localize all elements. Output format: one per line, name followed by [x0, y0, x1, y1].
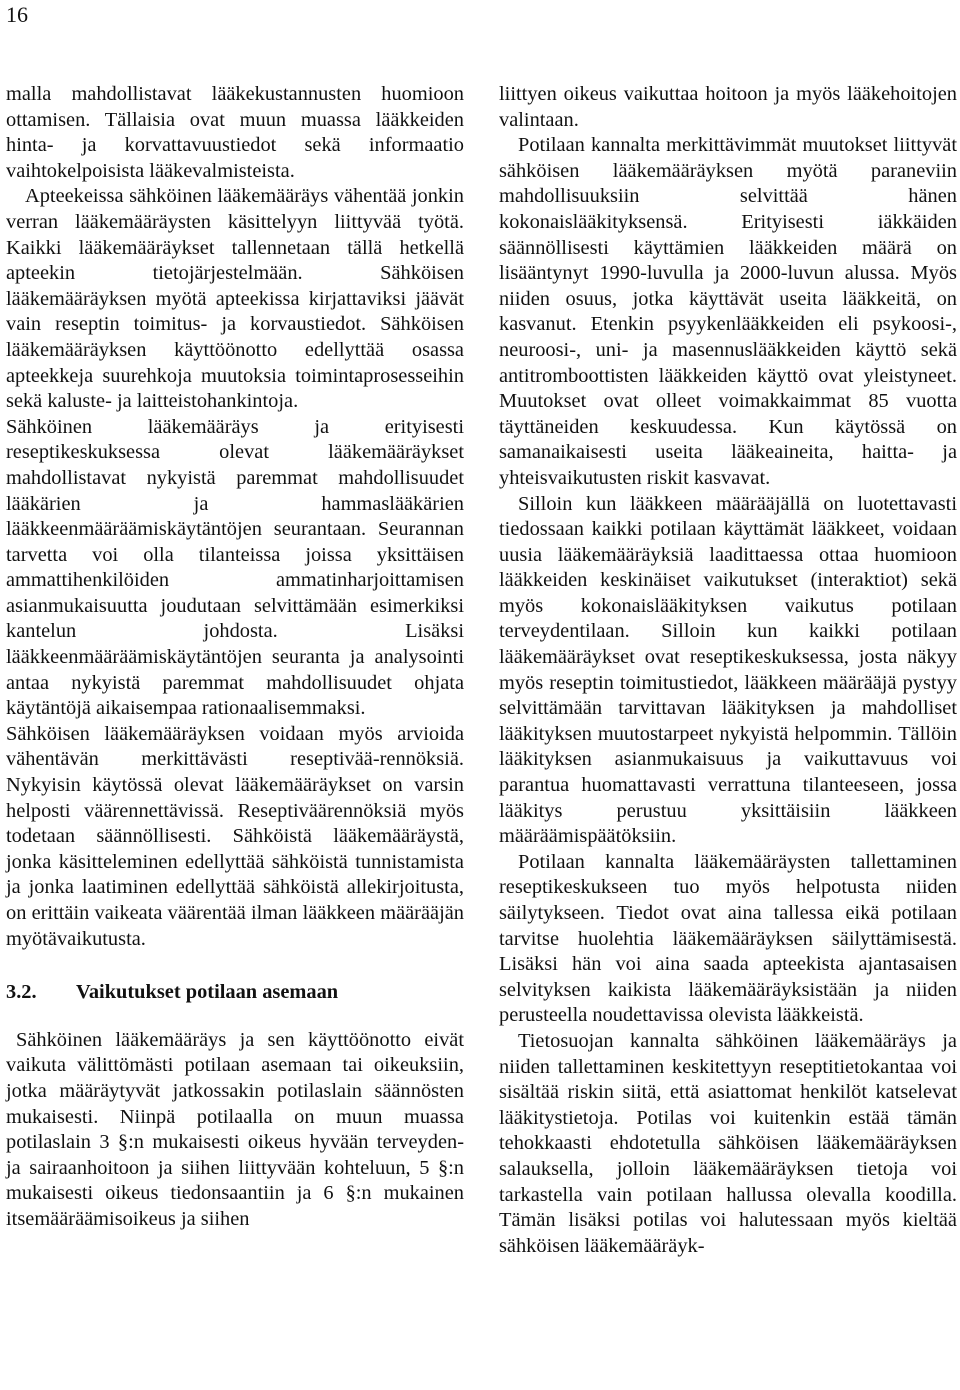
paragraph: Potilaan kannalta merkittävimmät muutokset liittyvät sähköisen lääkemääräyksen myötä paraneviin mahdollisuuksiin selvittää hänen kokonaislääkityksensä. Erityisesti iäkkäiden säännöllisesti käyttämien lääkkeiden määrä on lisääntynyt 1990-luvulla ja 2000-luvun alussa. Myös niiden osuus, jotka käyttävät useita lääkkeitä, on kasvanut. Etenkin psyykenlääkkeiden eli psykoosi-, neuroosi-, uni- ja masennuslääkkeiden käyttö sekä antitromboottisten lääkkeiden käyttö ovat yleistyneet. Muutokset ovat olleet voimakkaimmat 85 vuotta täyttäneiden keskuudessa. Kun käytössä on samanaikaisesti useita lääkeaineita, haitta- ja yhteisvaikutusten riskit kasvavat. — [499, 134, 957, 489]
paragraph: malla mahdollistavat lääkekustannusten huomioon ottamisen. Tällaisia ovat muun muassa lääkkeiden hinta- ja korvattavuustiedot sekä informaatio vaihtokelpoisista lääkevalmisteista. — [6, 83, 464, 182]
paragraph: Sähköisen lääkemääräyksen voidaan myös arvioida vähentävän merkittävästi reseptivää-rennöksiä. Nykyisin käytössä olevat lääkemääräykset on varsin helposti väärennettävissä. Reseptiväärennöksiä myös todetaan säännöllisesti. Sähköistä lääkemääräystä, jonka käsitteleminen edellyttää sähköistä tunnistamista ja jonka laatiminen edellyttää sähköistä allekirjoitusta, on erittäin vaikeata väärentää ilman lääkkeen määrääjän myötävaikutusta. — [6, 722, 464, 950]
paragraph: Potilaan kannalta lääkemääräysten tallettaminen reseptikeskukseen tuo myös helpotusta niiden säilytykseen. Tiedot ovat aina tallessa eikä potilaan tarvitse huolehtia lääkemääräyksen säilyttämisestä. Lisäksi hän voi aina saada apteekista ajantasaisen selvityksen kaikista lääkemääräyksistään ja niiden perusteella noudettavissa olevista lääkkeistä. — [499, 850, 957, 1027]
paragraph: Sähköinen lääkemääräys ja sen käyttöönotto eivät vaikuta välittömästi potilaan asemaan tai oikeuksiin, jotka määräytyvät jatkossakin potilaslain säännösten mukaisesti. Niinpä potilaalla on muun muassa potilaslain 3 §:n mukaisesti oikeus hyvään terveyden- ja sairaanhoitoon ja siihen liittyvään kohteluun, 5 §:n mukaisesti oikeus tiedonsaantiin ja 6 §:n mukainen itsemääräämisoikeus ja siihen — [6, 1028, 464, 1230]
section-heading — [6, 980, 464, 1006]
paragraph: Apteekeissa sähköinen lääkemääräys vähentää jonkin verran lääkemääräysten käsittelyyn liittyvää työtä. Kaikki lääkemääräykset tallennetaan tällä hetkellä apteekin tietojärjestelmään. Sähköisen lääkemääräyksen myötä apteekissa kirjattaviksi jäävät vain reseptin toimitus- ja korvaustiedot. Sähköisen lääkemääräyksen käyttöönotto edellyttää osassa apteekkeja suurehkoja muutoksia toimintaprosesseihin sekä kaluste- ja laitteistohankintoja. — [6, 185, 464, 413]
section-number: 3.2. — [6, 981, 37, 1004]
page-number: 16 — [6, 2, 28, 27]
paragraph: Sähköinen lääkemääräys ja erityisesti reseptikeskuksessa olevat lääkemääräykset mahdollistavat nykyistä paremmat mahdollisuudet lääkärien ja hammaslääkärien lääkkeenmääräämiskäytäntöjen seurantaan. Seurannan tarvetta voi olla tilanteissa joissa yksittäisen ammattihenkilöiden ammatinharjoittamisen asianmukaisuutta joudutaan selvittämään esimerkiksi kantelun johdosta. Lisäksi lääkkeenmääräämiskäytäntöjen seuranta ja analysointi antaa nykyistä paremmat mahdollisuudet ohjata käytäntöjä aikaisempaa rationaalisemmaksi. — [6, 415, 464, 720]
left-column — [6, 82, 464, 1233]
section-title: Vaikutukset potilaan asemaan — [76, 981, 339, 1004]
right-column — [499, 82, 957, 1259]
paragraph: liittyen oikeus vaikuttaa hoitoon ja myös lääkehoitojen valintaan. — [499, 83, 957, 131]
paragraph: Silloin kun lääkkeen määrääjällä on luotettavasti tiedossaan kaikki potilaan käyttämät lääkkeet, voidaan uusia lääkemääräyksiä laadittaessa ottaa huomioon lääkkeiden keskinäiset vaikutukset (interaktiot) sekä myös kokonaislääkityksen vaikutus potilaan terveydentilaan. Silloin kun kaikki potilaan lääkemääräykset ovat reseptikeskuksessa, josta näkyy myös reseptin toimitustiedot, lääkkeen määrääjä pystyy selvittämään tarvittavan lääkityksen ja mahdolliset lääkityksen muutostarpeet nykyistä helpommin. Tällöin lääkityksen asianmukaisuus ja vaikuttavuus voi parantua huomattavasti verrattuna tilanteeseen, jossa lääkitys perustuu yksittäisiin lääkkeen määräämispäätöksiin. — [499, 492, 957, 848]
paragraph: Tietosuojan kannalta sähköinen lääkemääräys ja niiden tallettaminen keskitettyyn reseptitietokantaa voi sisältää riskin siitä, että asiattomat henkilöt katselevat lääkitystietoja. Potilas voi kuitenkin estää tämän tehokkaasti ehdotetulla sähköisen lääkemääräyksen salauksella, jolloin lääkemääräyksen tietoja voi tarkastella vain potilaan hallussa olevalla koodilla. Tämän lisäksi potilas voi halutessaan myös kieltää sähköisen lääkemääräyk- — [499, 1029, 957, 1257]
